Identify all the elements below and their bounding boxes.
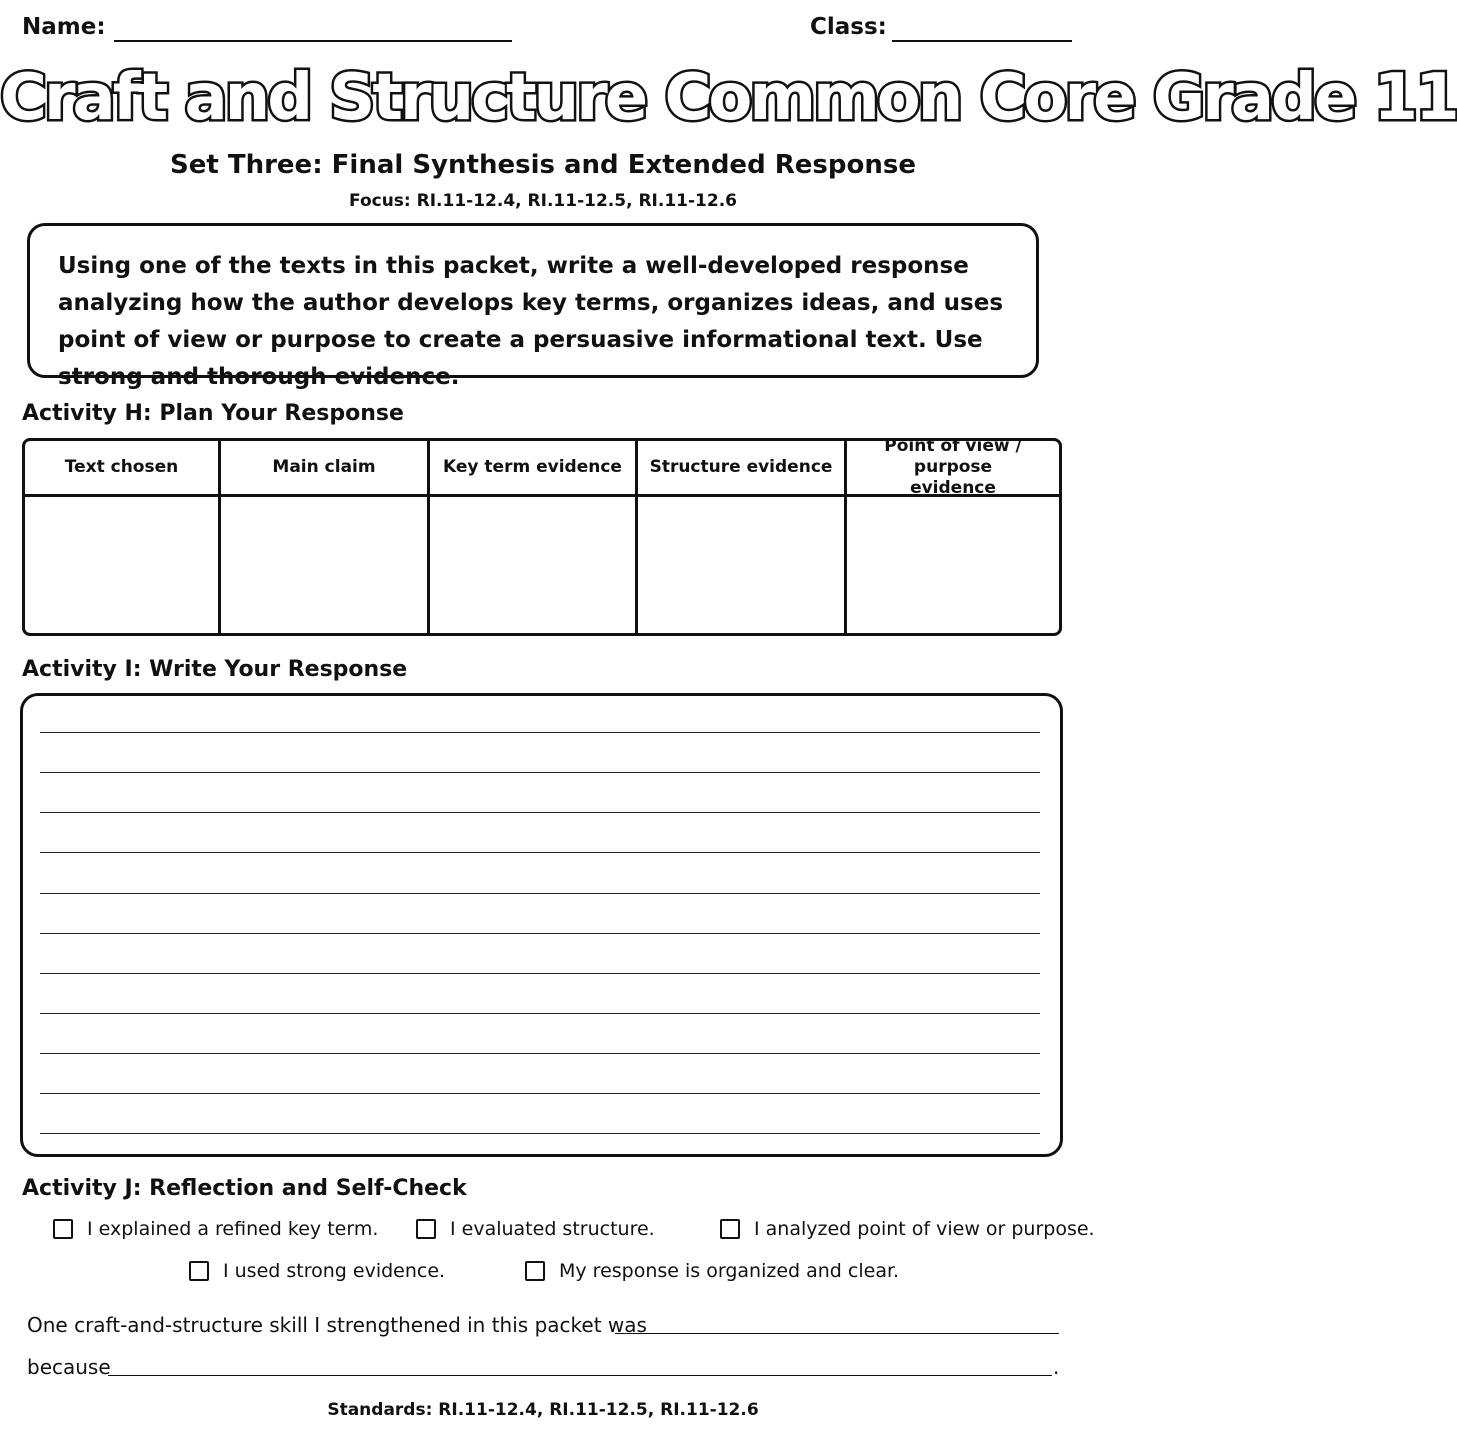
plan-table: [22, 438, 1062, 636]
focus-standards: Focus: RI.11-12.4, RI.11-12.5, RI.11-12.6: [349, 191, 737, 211]
column-header-key-term-evidence: Key term evidence: [430, 441, 638, 497]
cell-text-chosen[interactable]: [25, 497, 221, 633]
cell-key-term-evidence[interactable]: [430, 497, 638, 633]
writing-line[interactable]: [40, 1133, 1040, 1134]
writing-line[interactable]: [40, 852, 1040, 853]
reflection-skill-field[interactable]: [615, 1333, 1059, 1334]
writing-line[interactable]: [40, 732, 1040, 733]
response-writing-area[interactable]: [20, 693, 1063, 1157]
checkbox[interactable]: [525, 1261, 545, 1281]
writing-line[interactable]: [40, 893, 1040, 894]
writing-line[interactable]: [40, 933, 1040, 934]
checkbox[interactable]: [416, 1219, 436, 1239]
writing-line[interactable]: [40, 1053, 1040, 1054]
column-header-text-chosen: Text chosen: [25, 441, 221, 497]
activity-i-heading: Activity I: Write Your Response: [22, 657, 408, 682]
writing-line[interactable]: [40, 1093, 1040, 1094]
reflection-because-field[interactable]: [108, 1375, 1052, 1376]
activity-j-heading: Activity J: Reflection and Self-Check: [22, 1176, 467, 1201]
class-label: Class:: [810, 14, 887, 40]
checklist-label: I used strong evidence.: [223, 1260, 446, 1282]
checklist-label: I explained a refined key term.: [87, 1218, 379, 1240]
checkbox[interactable]: [53, 1219, 73, 1239]
cell-main-claim[interactable]: [221, 497, 430, 633]
checklist-item-evidence[interactable]: [189, 1260, 445, 1282]
name-label: Name:: [22, 14, 106, 40]
name-field[interactable]: [114, 40, 512, 42]
page-subtitle: Set Three: Final Synthesis and Extended Response: [170, 150, 916, 180]
checklist-item-key-term[interactable]: [53, 1218, 378, 1240]
cell-structure-evidence[interactable]: [638, 497, 847, 633]
writing-line[interactable]: [40, 973, 1040, 974]
page-title: Craft and Structure Common Core Grade 11: [0, 61, 1457, 135]
prompt-text: Using one of the texts in this packet, write a well-developed response analyzing how the author develops key terms, organizes ideas, and uses point of view or purpose to create a persuasive informational text. Use strong and thorough evidence.: [58, 253, 1004, 390]
checklist-label: I analyzed point of view or purpose.: [754, 1218, 1095, 1240]
checklist-label: I evaluated structure.: [450, 1218, 655, 1240]
activity-h-heading: Activity H: Plan Your Response: [22, 401, 404, 426]
checkbox[interactable]: [720, 1219, 740, 1239]
because-label: because: [27, 1355, 111, 1379]
cell-pov-purpose-evidence[interactable]: [847, 497, 1059, 633]
checklist-item-organized[interactable]: [525, 1260, 899, 1282]
writing-line[interactable]: [40, 1013, 1040, 1014]
column-header-pov-purpose-evidence: Point of view / purpose evidence: [847, 441, 1059, 497]
column-header-structure-evidence: Structure evidence: [638, 441, 847, 497]
column-header-main-claim: Main claim: [221, 441, 430, 497]
class-field[interactable]: [892, 40, 1072, 42]
reflection-sentence-start: One craft-and-structure skill I strengthened in this packet was: [27, 1313, 647, 1337]
checklist-label: My response is organized and clear.: [559, 1260, 900, 1282]
checklist-item-structure[interactable]: [416, 1218, 655, 1240]
prompt-box: [27, 223, 1039, 390]
sentence-end-period: .: [1053, 1355, 1060, 1379]
checkbox[interactable]: [189, 1261, 209, 1281]
footer-standards: Standards: RI.11-12.4, RI.11-12.5, RI.11-12.6: [327, 1400, 759, 1420]
writing-line[interactable]: [40, 812, 1040, 813]
writing-line[interactable]: [40, 772, 1040, 773]
checklist-item-point-of-view[interactable]: [720, 1218, 1095, 1240]
